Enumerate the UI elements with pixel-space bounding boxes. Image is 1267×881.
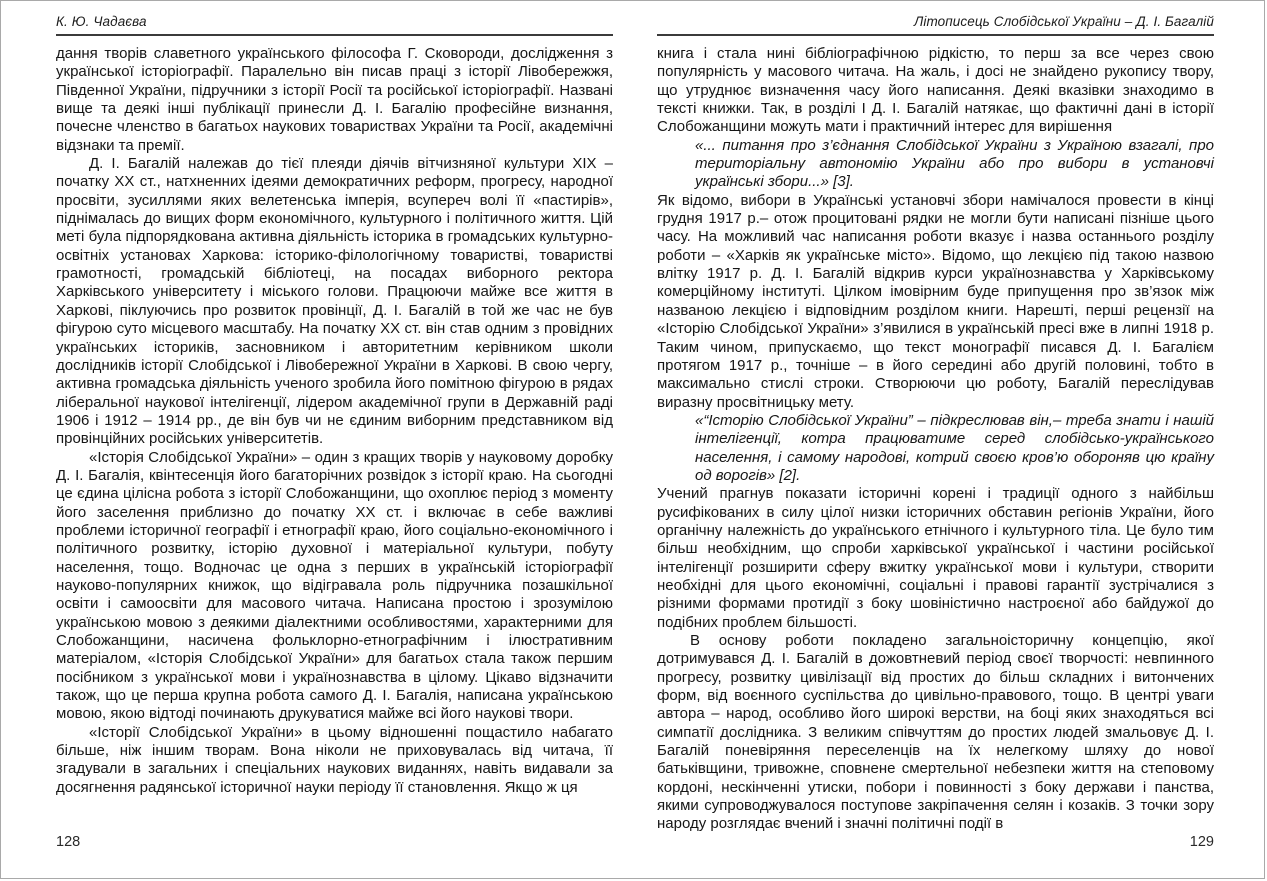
paragraph: «Історії Слобідської України» в цьому відношенні пощастило набагато більше, ніж іншим творам. Вона ніколи не приховувалась від читача, її згадували в загальних і спеціальних наукових виданнях, навіть видавали за досягнення радянської історичної науки періоду її становлення. Якщо ж ця (56, 723, 613, 796)
paragraph: дання творів славетного українського філософа Г. Сковороди, дослідження з української історіографії. Паралельно він писав праці з історії Лівобережжя, Південної України, підручники з історії Росії та російської історіографії. Названі вище та деякі інші публікації принесли Д. І. Багалію професійне визнання, почесне членство в багатьох наукових товариствах України та Росії, академічні відзнаки та премії. (56, 45, 613, 154)
paragraph: Учений прагнув показати історичні корені і традиції одного з найбільш русифікованих в силу цілої низки історичних обставин регіонів України, його органічну належність до українського етнічного і культурного тіла. Це було тим більш необхідним, що спроби харківської української і частини російської інтелігенції розширити сферу вжитку української мови і культури, створити необхідні для цього економічні, соціальні і правові гарантії зустрічалися з різними формами протидії з боку шовіністично настроєної або байдужої до подібних проблем більшості. (657, 485, 1214, 631)
quote-paragraph: «... питання про з’єднання Слобідської України з Україною взагалі, про територіальну автономію України або про вибори в установчі українські збори...» [3]. (695, 136, 1214, 191)
paragraph: В основу роботи покладено загальноісторичну концепцію, якої дотримувався Д. І. Багалій в дожовтневий період своєї творчості: невпинного прогресу, розвитку цивілізації від простих до більш складних і витончених форм, від воєнного суспільства до цивільно-правового, тощо. В центрі уваги автора – народ, особливо його широкі верстви, на боці яких знаходяться всі симпатії дослідника. З великим співчуттям до простих людей змальовує Д. І. Багалій поневіряння переселенців на їх нелегкому шляху до нової батьківщини, тривожне, сповнене смертельної небезпеки життя на степовому кордоні, нескінченні утиски, побори і повинності з боку держави і панства, якими супроводжувалося поступове закріпачення селян і козаків. З точки зору народу розглядає вчений і значні політичні події в (657, 632, 1214, 833)
paragraph: «Історія Слобідської України» – один з кращих творів у науковому доробку Д. І. Багалія, квінтесенція його багаторічних розвідок з історії краю. На сьогодні це єдина цілісна робота з історії Слобожанщини, що охоплює період з моменту його заселення приблизно до початку XX ст. і включає в себе важливі проблеми історичної географії і етнографії краю, його соціально-економічного і політичного розвитку, історію духовної і матеріальної культури, побуту населення, тощо. Водночас це одна з перших в українській історіографії науково-популярних книжок, що відігравала роль підручника позашкільної освіти і самоосвіти для масового читача. Написана простою і зрозумілою українською мовою з деякими діалектними особливостями, характерними для Слобожанщини, насичена фольклорно-етнографічним і ілюстративним матеріалом, «Історія Слобідської України» для багатьох стала також першим посібником з української мови і українознавства в цілому. Цікаво відзначити також, що це перша крупна робота самого Д. І. Багалія, написана українською мовою, якою відтоді починають друкуватися майже всі його наукові твори. (56, 448, 613, 723)
spread-layout (1, 1, 1264, 866)
paragraph: Д. І. Багалій належав до тієї плеяди діячів вітчизняної культури XIX – початку XX ст., натхненних ідеями демократичних реформ, прогресу, народної просвіти, зусиллями яких велетенська імперія, всупереч волі її «пастирів», піднімалась до вищих форм економічного, культурного і політичного життя. Цій меті була підпорядкована активна діяльність історика в громадських культурно-освітніх установах Харкова: історико-філологічному товаристві, товаристві грамотності, громадській бібліотеці, на посадах виборного ректора Харківського університету і міського голови. Працюючи майже все життя в Харкові, піклуючись про розвиток провінції, Д. І. Багалій в той же час не був фігурою суто місцевого масштабу. На початку XX ст. він став одним з провідних українських істориків, засновником і авторитетним керівником школи дослідників історії Слобідської і Лівобережної України в Харкові. В свою чергу, активна громадська діяльність ученого зробила його помітною фігурою в рядах ліберальної наукової інтелігенції, лідером академічної групи в Державній раді 1906 і 1912 – 1914 рр., де він був чи не єдиним виборним представником від провінційних російських університетів. (56, 155, 613, 448)
left-page (56, 14, 613, 866)
right-page-number: 129 (1189, 834, 1214, 850)
paragraph: Як відомо, вибори в Українські установчі збори намічалося провести в кінці грудня 1917 р.– отож процитовані рядки не могли бути написані пізніше цього часу. На можливий час написання роботи вказує і назва останнього розділу роботи – «Харків як українське місто». Відомо, що лекцією під такою назвою влітку 1917 р. Д. І. Багалій відкрив курси українознавства у Харківському комерційному інституті. Цілком імовірним буде припущення про зв’язок між названою лекцією і відповідним розділом книги. Нарешті, перші рецензії на «Історію Слобідської України» з’явилися в українській пресі вже в липні 1918 р. Таким чином, припускаємо, що текст монографії писався Д. І. Багалієм протягом 1917 р., точніше – в його середині або другій половині, тобто в максимально стислі строки. Створюючи цю роботу, Багалій переслідував виразну просвітницьку мету. (657, 191, 1214, 411)
right-page (657, 14, 1214, 866)
quote-paragraph: «“Історію Слобідської України” – підкреслював він,– треба знати і нашій інтелігенції, котра працюватиме серед слобідсько-українського населення, і самому народові, котрий своєю кров’ю обороняв цю країну од ворогів» [2]. (695, 411, 1214, 484)
right-running-header: Літописець Слобідської України – Д. І. Багалій (657, 14, 1214, 36)
left-running-header: К. Ю. Чадаєва (56, 14, 613, 36)
left-page-body (56, 45, 613, 797)
left-page-number: 128 (56, 834, 81, 850)
right-page-body (657, 45, 1214, 834)
paragraph: книга і стала нині бібліографічною рідкістю, то перш за все через свою популярність у масового читача. На жаль, і досі не знайдено рукопису твору, що утруднює визначення часу його написання. Деякі вказівки знаходимо в тексті книжки. Так, в розділі I Д. І. Багалій натякає, що фактичні дані в історії Слобожанщини можуть мати і практичний інтерес для вирішення (657, 45, 1214, 136)
